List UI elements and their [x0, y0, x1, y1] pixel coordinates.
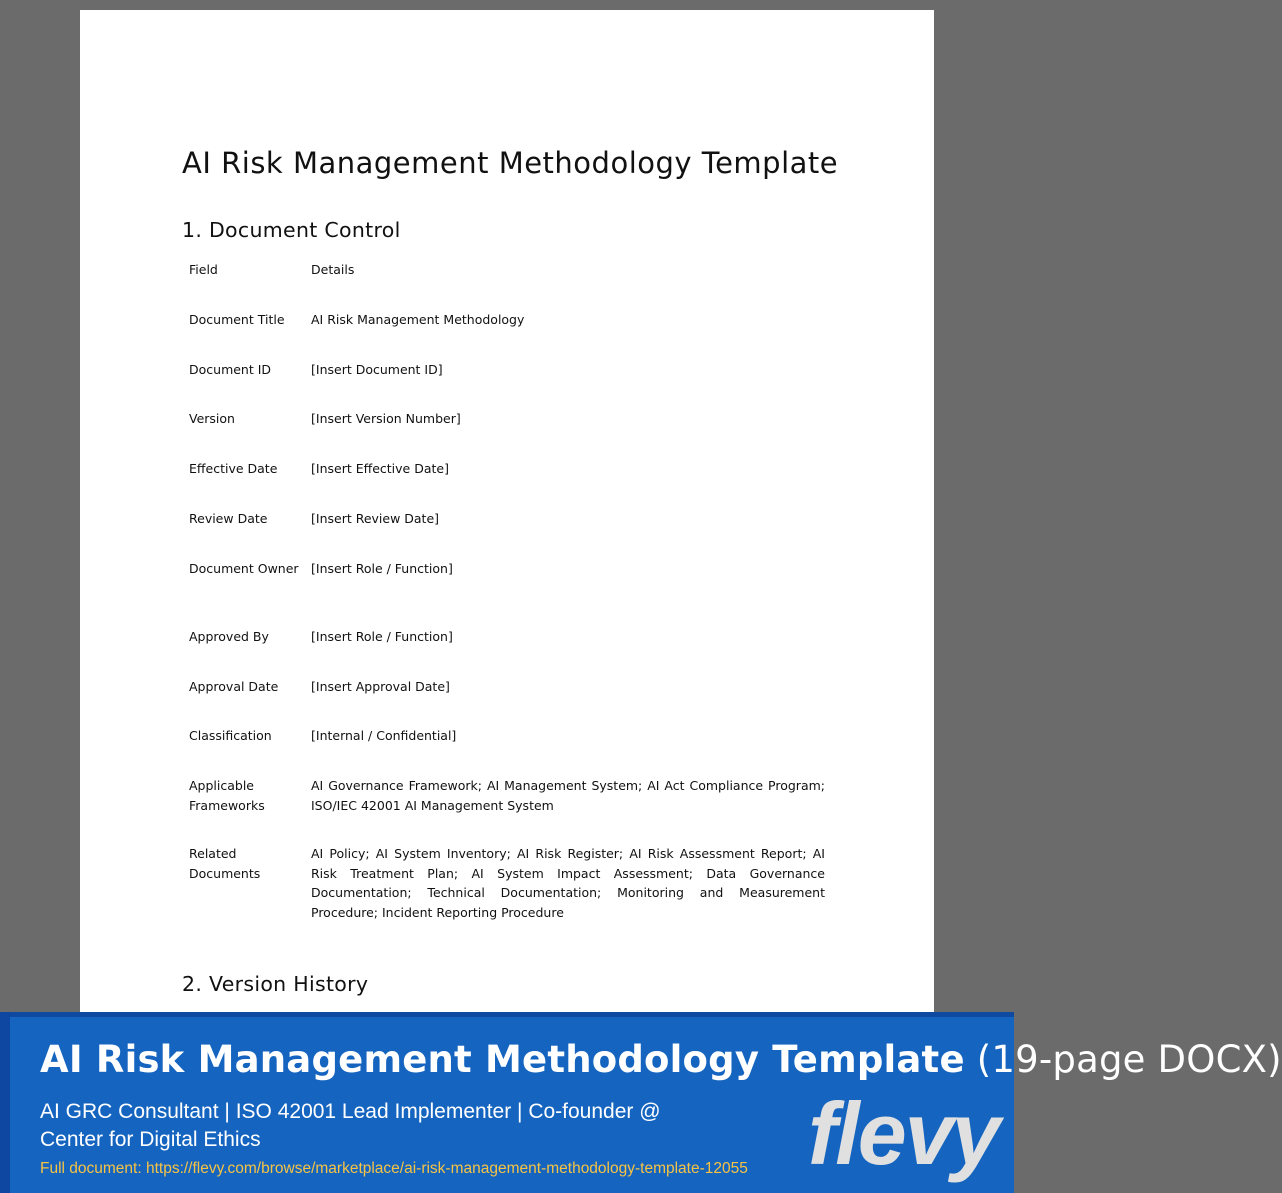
row-details: [Insert Review Date] — [311, 511, 440, 526]
full-document-link[interactable]: Full document: https://flevy.com/browse/marketplace/ai-risk-management-methodology-template-12055 — [40, 1160, 748, 1177]
row-details: AI Risk Management Methodology — [311, 312, 525, 327]
row-details: [Insert Document ID] — [311, 362, 443, 377]
flevy-logo: flevy — [808, 1084, 999, 1183]
header-details: Details — [311, 262, 355, 277]
row-details: AI Policy; AI System Inventory; AI Risk Register; AI Risk Assessment Report; AI Risk Treatment Plan; AI System Impact Assessment; Data Governance Documentation; Technical Documentation; Monitoring and Measurement Procedure; Incident Reporting Procedure — [311, 846, 825, 921]
header-field: Field — [189, 262, 218, 277]
row-field: Classification — [189, 728, 272, 743]
section-heading-document-control: 1. Document Control — [182, 218, 401, 242]
banner-title-format: (19-page DOCX) — [976, 1038, 1282, 1081]
row-details: [Insert Role / Function] — [311, 561, 453, 576]
row-field: Document Owner — [189, 561, 299, 576]
section-heading-version-history: 2. Version History — [182, 972, 369, 996]
document-title: AI Risk Management Methodology Template — [182, 146, 839, 180]
row-field: Related Documents — [189, 846, 261, 881]
row-field: Version — [189, 411, 235, 426]
document-page — [80, 10, 934, 1020]
banner-title-main: AI Risk Management Methodology Template — [40, 1038, 965, 1081]
row-field: Effective Date — [189, 461, 278, 476]
banner-author: AI GRC Consultant | ISO 42001 Lead Implementer | Co-founder @ Center for Digital Ethics — [40, 1100, 661, 1151]
row-field: Applicable Frameworks — [189, 778, 265, 813]
row-details: [Insert Effective Date] — [311, 461, 449, 476]
row-field: Document Title — [189, 312, 285, 327]
row-field: Document ID — [189, 362, 272, 377]
banner-top-border — [0, 1012, 1014, 1017]
banner-left-edge — [0, 1012, 10, 1193]
row-field: Approval Date — [189, 679, 279, 694]
banner-title — [40, 1038, 1282, 1081]
row-details: [Insert Approval Date] — [311, 679, 450, 694]
row-field: Review Date — [189, 511, 268, 526]
row-details: AI Governance Framework; AI Management System; AI Act Compliance Program; ISO/IEC 42001 AI Management System — [311, 778, 825, 813]
row-details: [Insert Role / Function] — [311, 629, 453, 644]
row-details: [Internal / Confidential] — [311, 728, 457, 743]
row-field: Approved By — [189, 629, 269, 644]
row-details: [Insert Version Number] — [311, 411, 461, 426]
promo-banner — [0, 1012, 1282, 1193]
